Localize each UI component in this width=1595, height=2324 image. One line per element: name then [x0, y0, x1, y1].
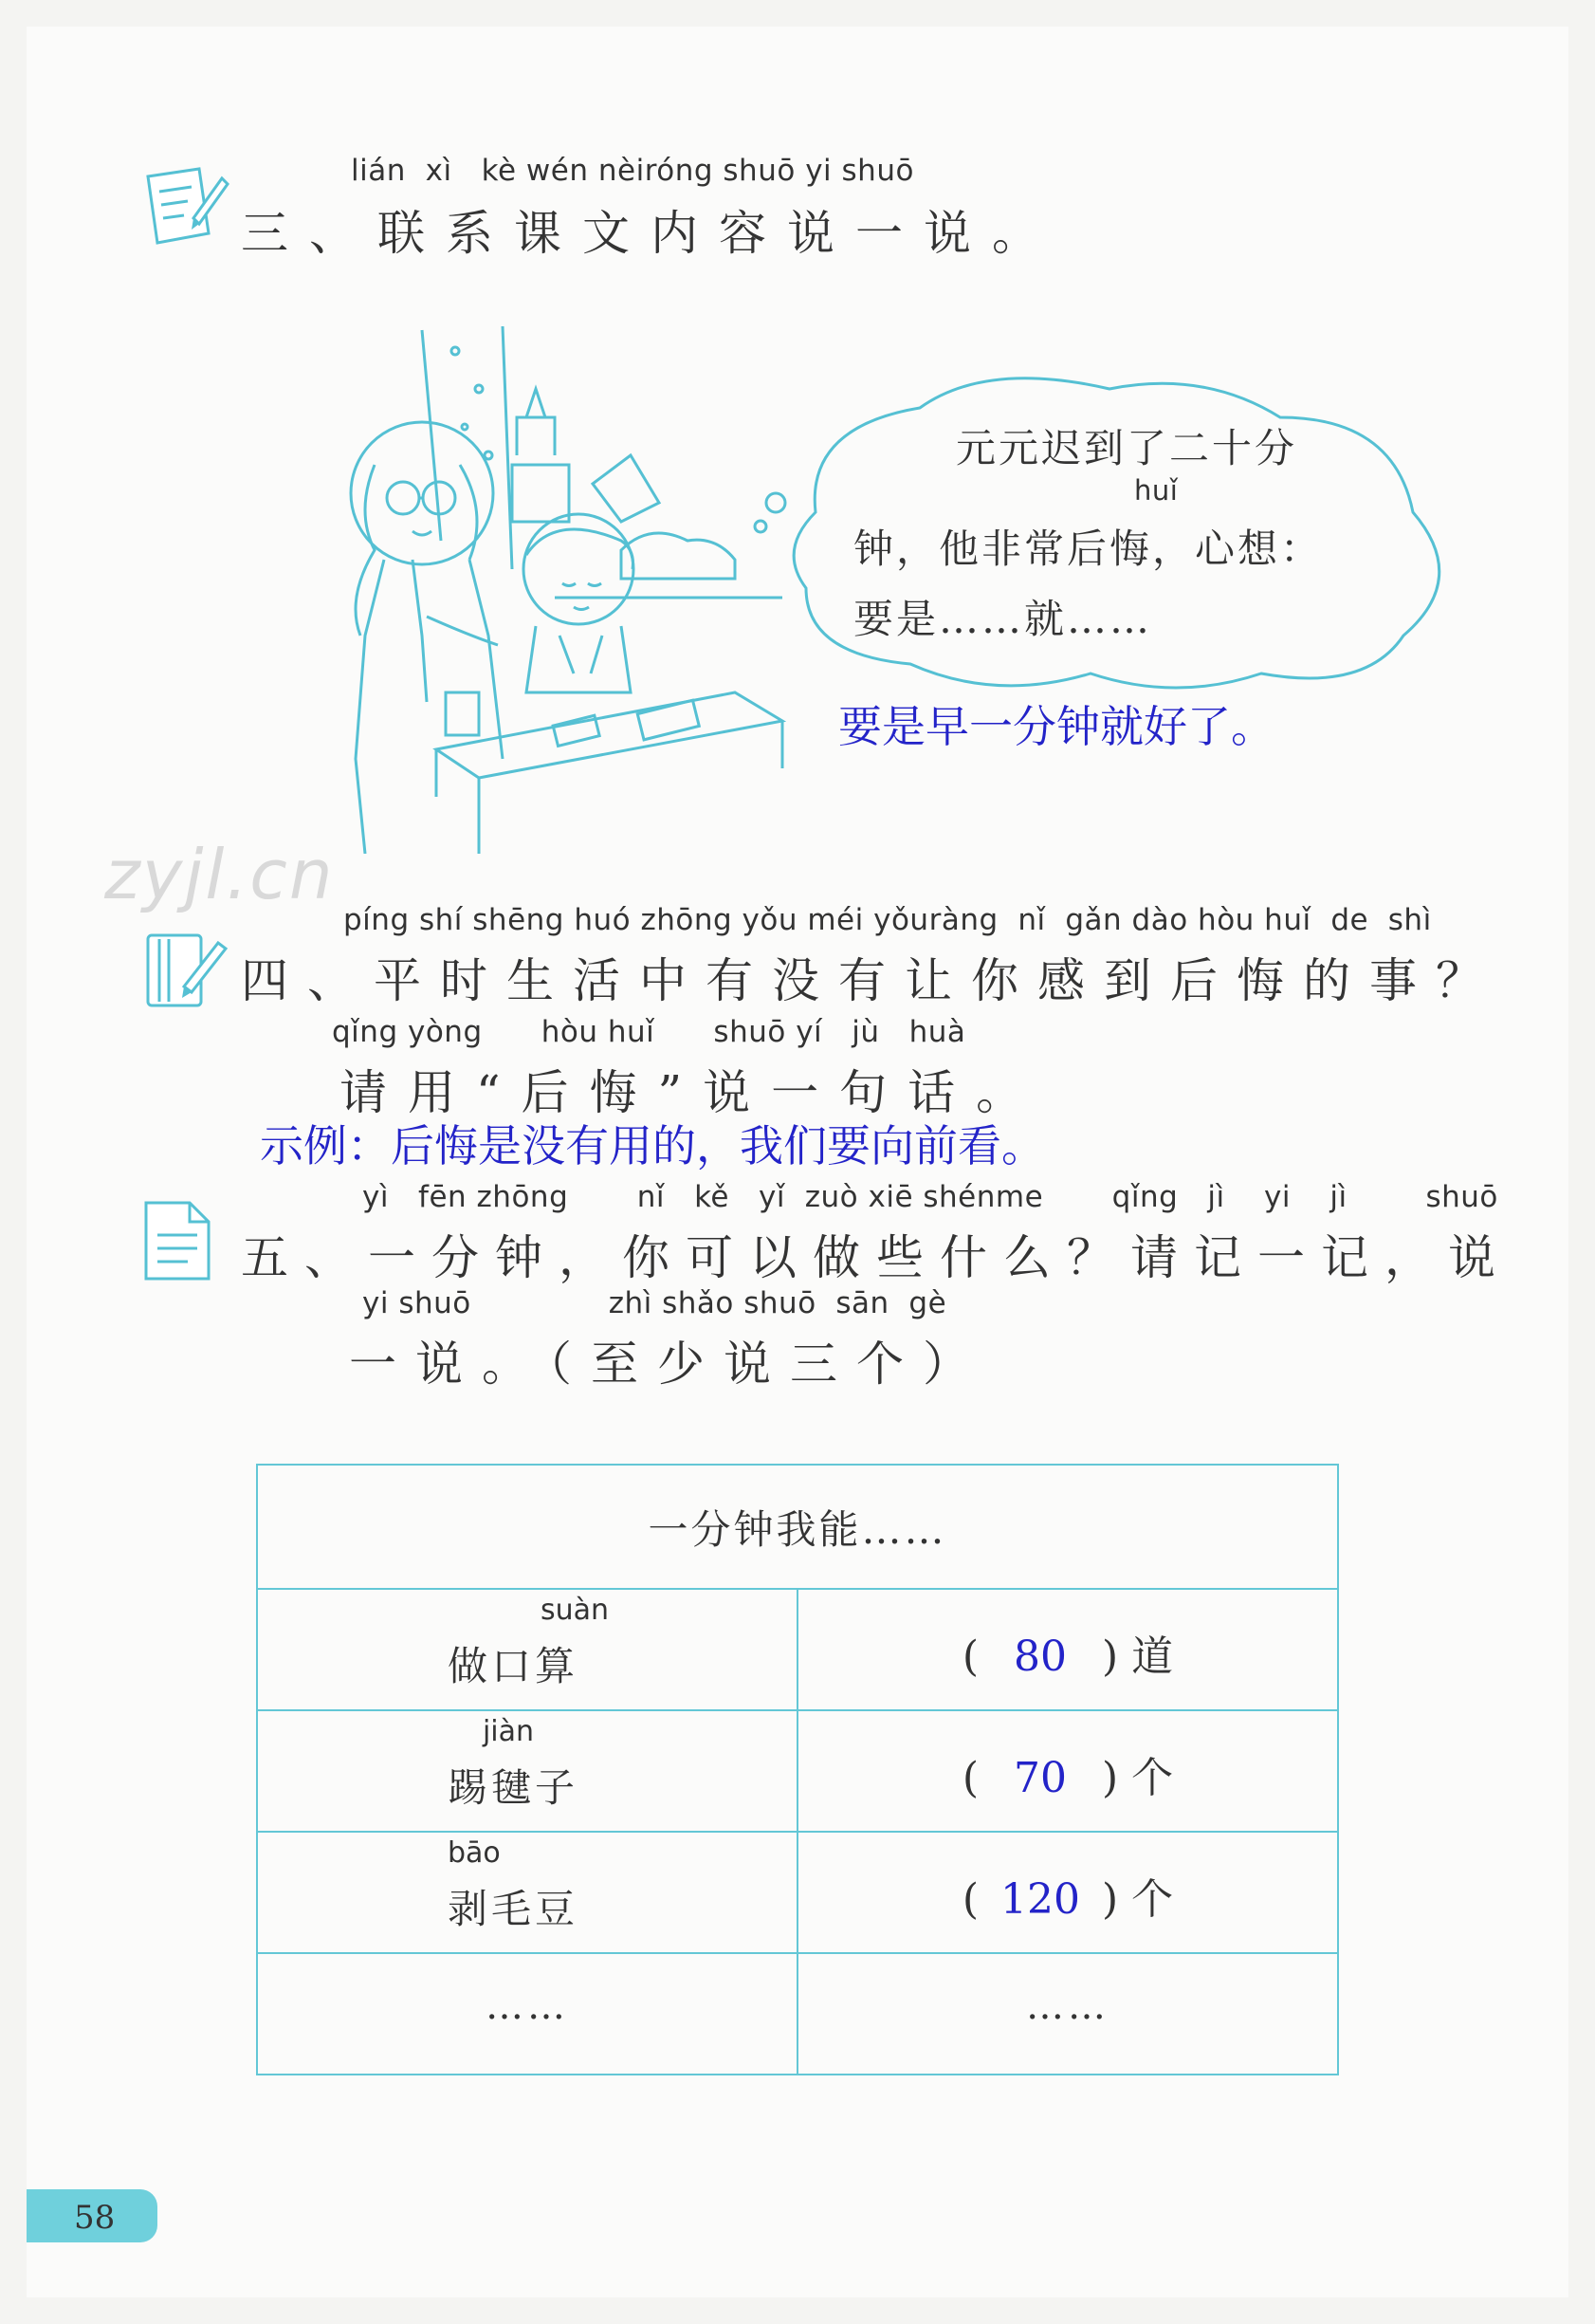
open-paren: (: [962, 1875, 979, 1924]
section4-pinyin-line2: qǐng yòng hòu huǐ shuō yí jù huà: [332, 1015, 966, 1049]
bubble-line2: 钟，他非常后悔，心想：: [853, 526, 1324, 572]
answer-section4: 示例：后悔是没有用的，我们要向前看。: [260, 1120, 1045, 1171]
ellipsis-right: ……: [1026, 1984, 1109, 2028]
table-row: [257, 1953, 1338, 2075]
row1-activity: 做口算: [448, 1643, 579, 1689]
row3-answer: [798, 1865, 1337, 1926]
bubble-line1: 元元迟到了二十分: [956, 425, 1298, 471]
row1-unit: 道: [1131, 1632, 1174, 1681]
section5-subtitle: 一说。（至少说三个）: [349, 1337, 989, 1392]
watermark: zyjl.cn: [104, 835, 335, 914]
row1-answer: [798, 1622, 1337, 1683]
answer-section3: 要是早一分钟就好了。: [838, 701, 1274, 752]
section5-title: 五、一分钟，你可以做些什么？请记一记，说: [241, 1230, 1512, 1285]
page-number: 58: [74, 2199, 116, 2237]
section5-pinyin-line2: yi shuō zhì shǎo shuō sān gè: [362, 1286, 947, 1320]
row2-unit: 个: [1131, 1754, 1174, 1802]
table-row: [257, 1589, 1338, 1710]
section4-title: 四、平时生活中有没有让你感到后悔的事？: [241, 953, 1502, 1008]
bubble-line3: 要是……就……: [853, 596, 1153, 642]
row2-activity: 踢毽子: [448, 1764, 579, 1811]
row3-value: 120: [1000, 1875, 1080, 1924]
bubble-pinyin-hui: huǐ: [1134, 474, 1179, 507]
page-number-tab: [27, 2189, 157, 2242]
table-row: [257, 1832, 1338, 1953]
row2-value: 70: [1014, 1754, 1067, 1802]
row3-activity: 剥毛豆: [448, 1886, 579, 1932]
open-paren: (: [962, 1754, 979, 1802]
one-minute-table: [256, 1464, 1339, 2075]
row3-pinyin: bāo: [448, 1836, 501, 1870]
section5-pinyin: yì fēn zhōng nǐ kě yǐ zuò xiē shénme qǐng jì yi jì shuō: [362, 1180, 1498, 1214]
row3-unit: 个: [1131, 1875, 1174, 1924]
close-paren: ): [1102, 1875, 1119, 1924]
row1-pinyin: suàn: [540, 1594, 610, 1627]
close-paren: ): [1102, 1632, 1119, 1681]
row2-pinyin: jiàn: [482, 1715, 535, 1748]
section3-pinyin: lián xì kè wén nèiróng shuō yi shuō: [351, 154, 914, 188]
ellipsis-left: ……: [486, 1984, 569, 2028]
notebook-pencil-icon: [140, 926, 231, 1021]
section3-title: 三、联系课文内容说一说。: [241, 206, 1060, 261]
open-paren: (: [962, 1632, 979, 1681]
section4-pinyin: píng shí shēng huó zhōng yǒu méi yǒuràng nǐ gǎn dào hòu huǐ de shì: [343, 903, 1432, 937]
row2-answer: [798, 1743, 1337, 1804]
row1-value: 80: [1014, 1632, 1067, 1681]
document-icon: [140, 1197, 216, 1288]
table-row: [257, 1710, 1338, 1832]
writing-icon: [140, 163, 231, 254]
close-paren: ): [1102, 1754, 1119, 1802]
section4-subtitle: 请用“后悔”说一句话。: [339, 1065, 1045, 1120]
classroom-illustration: [337, 323, 811, 858]
table-header: 一分钟我能……: [257, 1465, 1338, 1589]
